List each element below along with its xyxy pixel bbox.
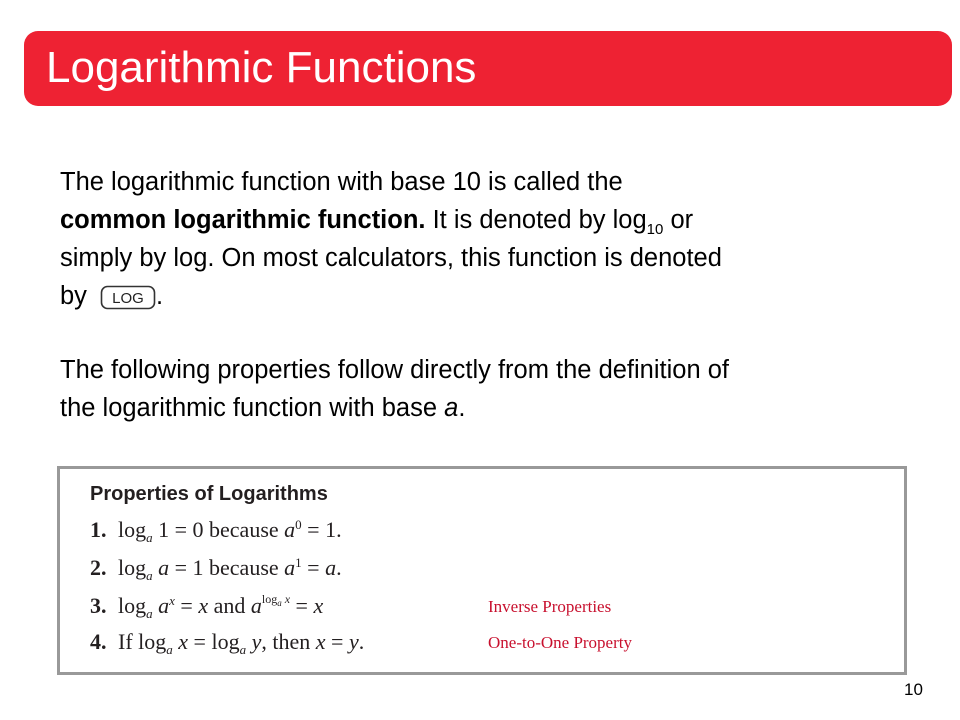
text: and bbox=[208, 593, 251, 618]
log-key-icon bbox=[100, 285, 156, 310]
paragraph-line bbox=[60, 277, 910, 315]
variable: y bbox=[246, 629, 262, 654]
text: . bbox=[458, 394, 466, 422]
base: a bbox=[146, 606, 153, 621]
property-3 bbox=[90, 591, 323, 621]
property-2 bbox=[90, 553, 342, 583]
properties-box bbox=[57, 466, 907, 675]
variable: x bbox=[281, 592, 291, 606]
variable: x bbox=[172, 629, 189, 654]
paragraph-line bbox=[60, 389, 910, 427]
base: a bbox=[239, 642, 247, 657]
log-key-label: LOG bbox=[112, 290, 144, 307]
base: a bbox=[166, 642, 173, 657]
variable: a bbox=[444, 394, 459, 422]
text: = 1. bbox=[301, 517, 342, 542]
inverse-properties-label: Inverse Properties bbox=[488, 597, 612, 616]
text: = bbox=[301, 555, 326, 580]
page-number: 10 bbox=[904, 680, 923, 699]
text: by bbox=[60, 282, 95, 310]
text: = bbox=[188, 629, 212, 654]
property-number: 4. bbox=[90, 629, 107, 654]
paragraph-line bbox=[60, 163, 910, 201]
text: 1 = 0 because bbox=[152, 517, 285, 542]
text: = bbox=[174, 593, 199, 618]
paragraph-properties-intro bbox=[60, 351, 910, 427]
text: The logarithmic function with base 10 is called the bbox=[60, 168, 623, 196]
base: a bbox=[146, 568, 153, 583]
variable: a bbox=[325, 555, 337, 580]
variable: a bbox=[158, 555, 170, 580]
variable: x bbox=[198, 593, 209, 618]
text: , then bbox=[261, 629, 316, 654]
variable: a bbox=[284, 555, 296, 580]
log: log bbox=[138, 629, 167, 654]
base: a bbox=[146, 530, 153, 545]
log-exponent bbox=[262, 592, 290, 606]
exponent: 1 bbox=[295, 555, 302, 570]
variable: a bbox=[250, 593, 262, 618]
properties-title: Properties of Logarithms bbox=[90, 483, 328, 505]
property-4 bbox=[90, 627, 364, 657]
log: log bbox=[118, 517, 147, 542]
property-number: 1. bbox=[90, 517, 107, 542]
one-to-one-property-label: One-to-One Property bbox=[488, 633, 632, 652]
text: The following properties follow directly from the definition of bbox=[60, 356, 729, 384]
exponent: 0 bbox=[295, 517, 302, 532]
log: log bbox=[261, 592, 278, 606]
exponent: x bbox=[169, 593, 175, 608]
text: It is denoted by log bbox=[425, 206, 647, 234]
paragraph-line bbox=[60, 351, 910, 389]
property-1 bbox=[90, 515, 342, 545]
property-number: 2. bbox=[90, 555, 107, 580]
base: a bbox=[277, 598, 282, 608]
text: . bbox=[156, 282, 164, 310]
paragraph-line bbox=[60, 201, 910, 239]
text: = 1 because bbox=[169, 555, 285, 580]
property-number: 3. bbox=[90, 593, 107, 618]
variable: x bbox=[315, 629, 326, 654]
text: = bbox=[325, 629, 349, 654]
text: = bbox=[290, 593, 314, 618]
variable: a bbox=[284, 517, 296, 542]
log: log bbox=[211, 629, 240, 654]
subscript-10: 10 bbox=[646, 221, 664, 238]
bold-term: common logarithmic function. bbox=[60, 206, 426, 234]
log: log bbox=[118, 555, 147, 580]
text: . bbox=[336, 555, 342, 580]
variable: a bbox=[152, 593, 170, 618]
text: If bbox=[118, 629, 139, 654]
variable: x bbox=[313, 593, 324, 618]
slide-title: Logarithmic Functions bbox=[46, 43, 477, 92]
paragraph-line bbox=[60, 239, 910, 277]
text: the logarithmic function with base bbox=[60, 394, 445, 422]
title-bar bbox=[24, 31, 952, 106]
log: log bbox=[118, 593, 147, 618]
paragraph-common-log bbox=[60, 163, 910, 315]
variable: y bbox=[348, 629, 359, 654]
text: . bbox=[358, 629, 365, 654]
text: or bbox=[663, 206, 694, 234]
text: simply by log. On most calculators, this function is denoted bbox=[60, 244, 722, 272]
